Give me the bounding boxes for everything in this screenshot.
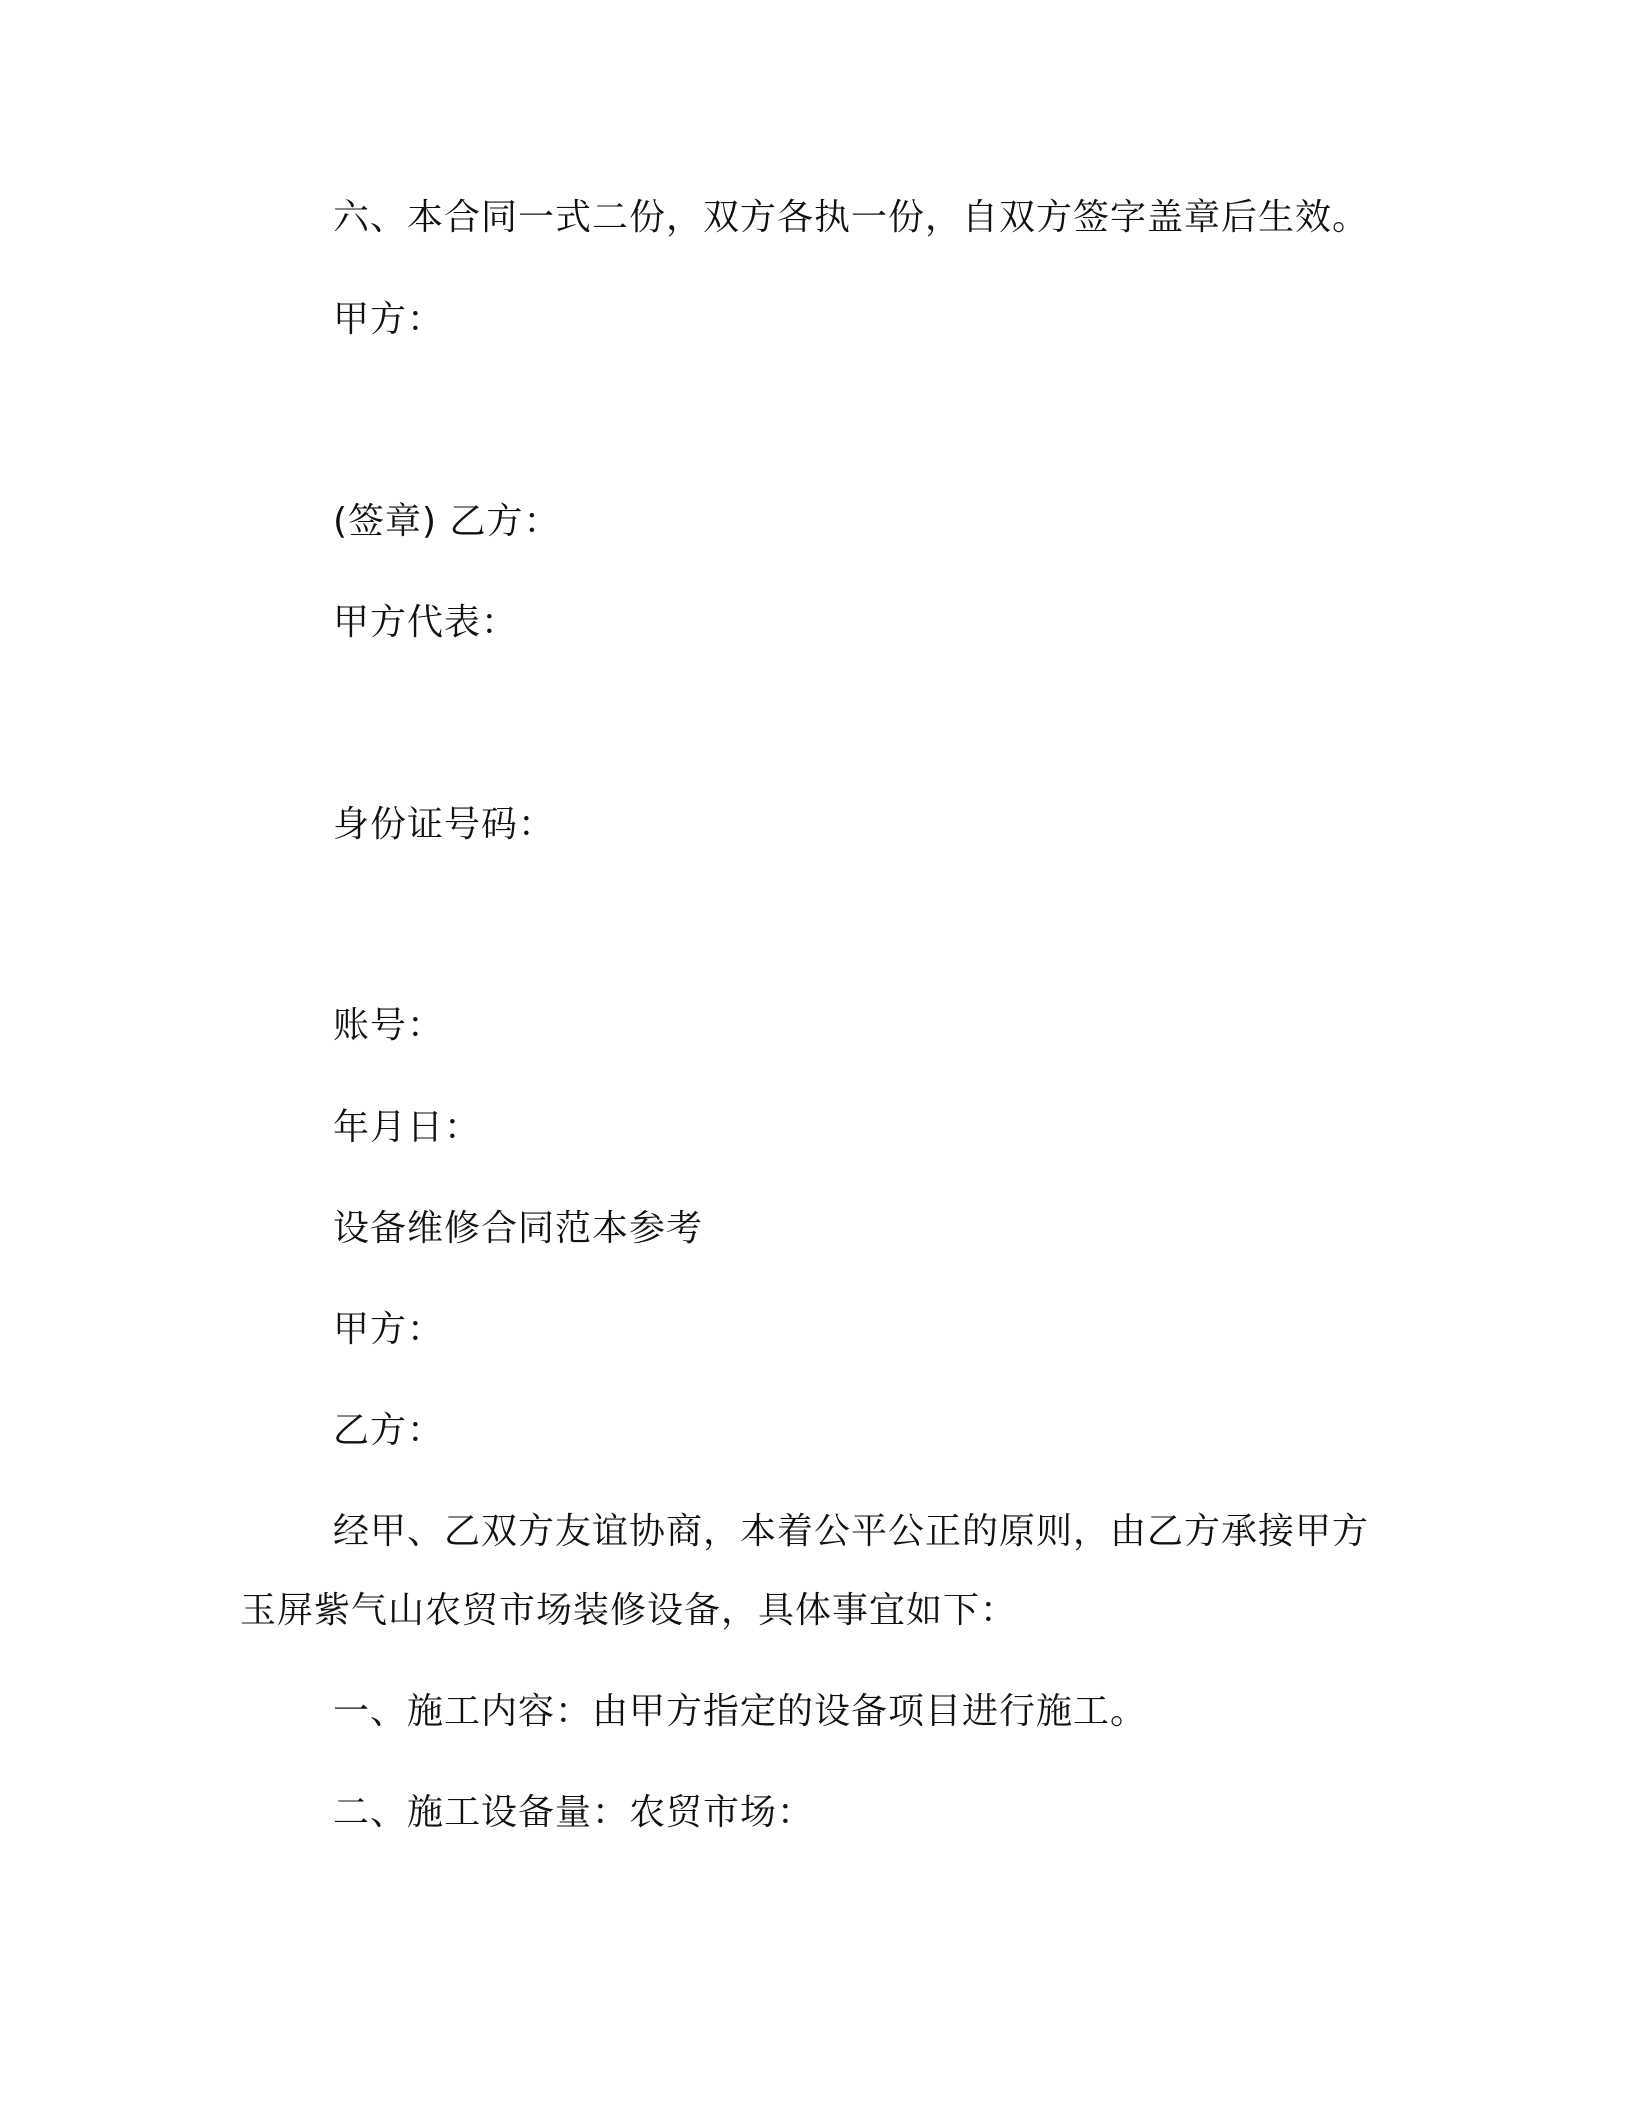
party-a-label: 甲方： [333, 299, 445, 340]
party-a-label-2: 甲方： [333, 1309, 445, 1350]
date-label: 年月日： [333, 1107, 482, 1148]
id-number-label: 身份证号码： [333, 804, 556, 845]
clause-one-construction-content: 一、施工内容：由甲方指定的设备项目进行施工。 [333, 1691, 1148, 1732]
intro-paragraph-line-1: 经甲、乙双方友谊协商，本着公平公正的原则，由乙方承接甲方 [333, 1511, 1370, 1552]
party-a-representative-label: 甲方代表： [333, 602, 519, 643]
intro-paragraph-line-2: 玉屏紫气山农贸市场装修设备，具体事宜如下： [240, 1590, 1018, 1631]
clause-six-effectiveness: 六、本合同一式二份，双方各执一份，自双方签字盖章后生效。 [333, 197, 1370, 238]
clause-two-equipment-quantity: 二、施工设备量：农贸市场： [333, 1792, 815, 1833]
document-title: 设备维修合同范本参考 [333, 1208, 704, 1249]
account-number-label: 账号： [333, 1005, 445, 1046]
seal-party-b-label: (签章) 乙方： [333, 501, 561, 542]
party-b-label: 乙方： [333, 1410, 445, 1451]
